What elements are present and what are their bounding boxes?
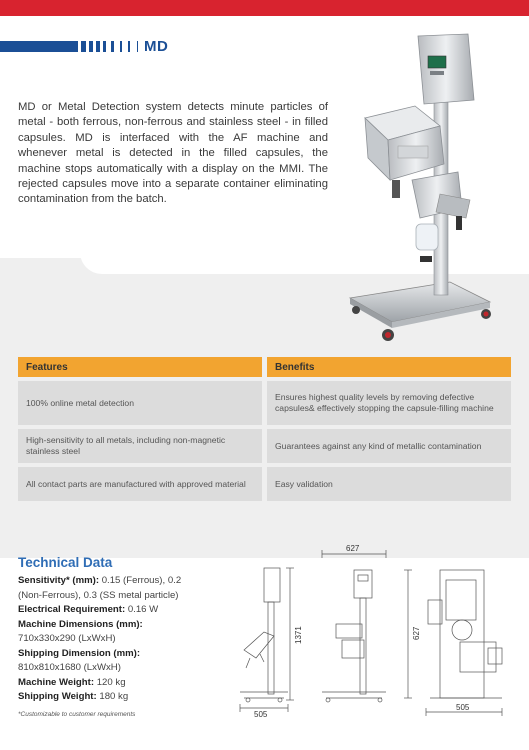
benefits-header: Benefits (267, 357, 511, 377)
machine-weight-spec: Machine Weight: 120 kg (18, 676, 126, 688)
metal-detector-machine-image (340, 30, 529, 350)
shipping-dimension-value: 810x810x1680 (LxWxH) (18, 662, 121, 673)
technical-data-title: Technical Data (18, 555, 113, 570)
dim-height-right: 627 (412, 626, 421, 640)
customization-note: *Customizable to customer requirements (18, 710, 136, 718)
dim-top-width: 627 (346, 544, 360, 553)
table-row (18, 381, 511, 425)
top-accent-bar (0, 0, 529, 16)
page-title: MD (144, 37, 169, 55)
table-row (18, 429, 511, 463)
technical-data-section (18, 555, 203, 718)
technical-drawings (230, 540, 529, 740)
dim-base-right: 505 (456, 703, 470, 712)
shipping-dimension-label: Shipping Dimension (mm): (18, 647, 141, 659)
intro-paragraph: MD or Metal Detection system detects minute particles of metal - both ferrous, non-ferrous and stainless steel - in filled capsules. MD is interfaced with the AF machine and whenever metal is detected in the filled capsules, the machine stops automatically with a display on the MMI. The rejected capsules move into a separate container eliminating contamination from the batch. (18, 101, 328, 206)
features-header: Features (18, 357, 262, 377)
shipping-weight-spec: Shipping Weight: 180 kg (18, 691, 129, 702)
table-header-row (18, 357, 511, 377)
feature-cell: 100% online metal detection (18, 381, 262, 425)
table-row (18, 467, 511, 501)
features-benefits-table (18, 357, 511, 505)
electrical-spec: Electrical Requirement: 0.16 W (18, 604, 159, 615)
feature-cell: High-sensitivity to all metals, including non-magnetic stainless steel (18, 429, 262, 463)
sensitivity-spec: Sensitivity* (mm): 0.15 (Ferrous), 0.2 (Non-Ferrous), 0.3 (SS metal particle) (18, 575, 182, 601)
machine-dimensions-value: 710x330x290 (LxWxH) (18, 633, 116, 644)
benefit-cell: Guarantees against any kind of metallic contamination (267, 429, 511, 463)
machine-dimensions-label: Machine Dimensions (mm): (18, 618, 143, 630)
heading-stripes (0, 41, 138, 52)
section-heading (0, 38, 168, 54)
dim-base-left: 505 (254, 710, 268, 719)
feature-cell: All contact parts are manufactured with approved material (18, 467, 262, 501)
benefit-cell: Ensures highest quality levels by removing defective capsules& effectively stopping the capsule-filling machine (267, 381, 511, 425)
dim-height-left: 1371 (294, 626, 303, 644)
benefit-cell: Easy validation (267, 467, 511, 501)
